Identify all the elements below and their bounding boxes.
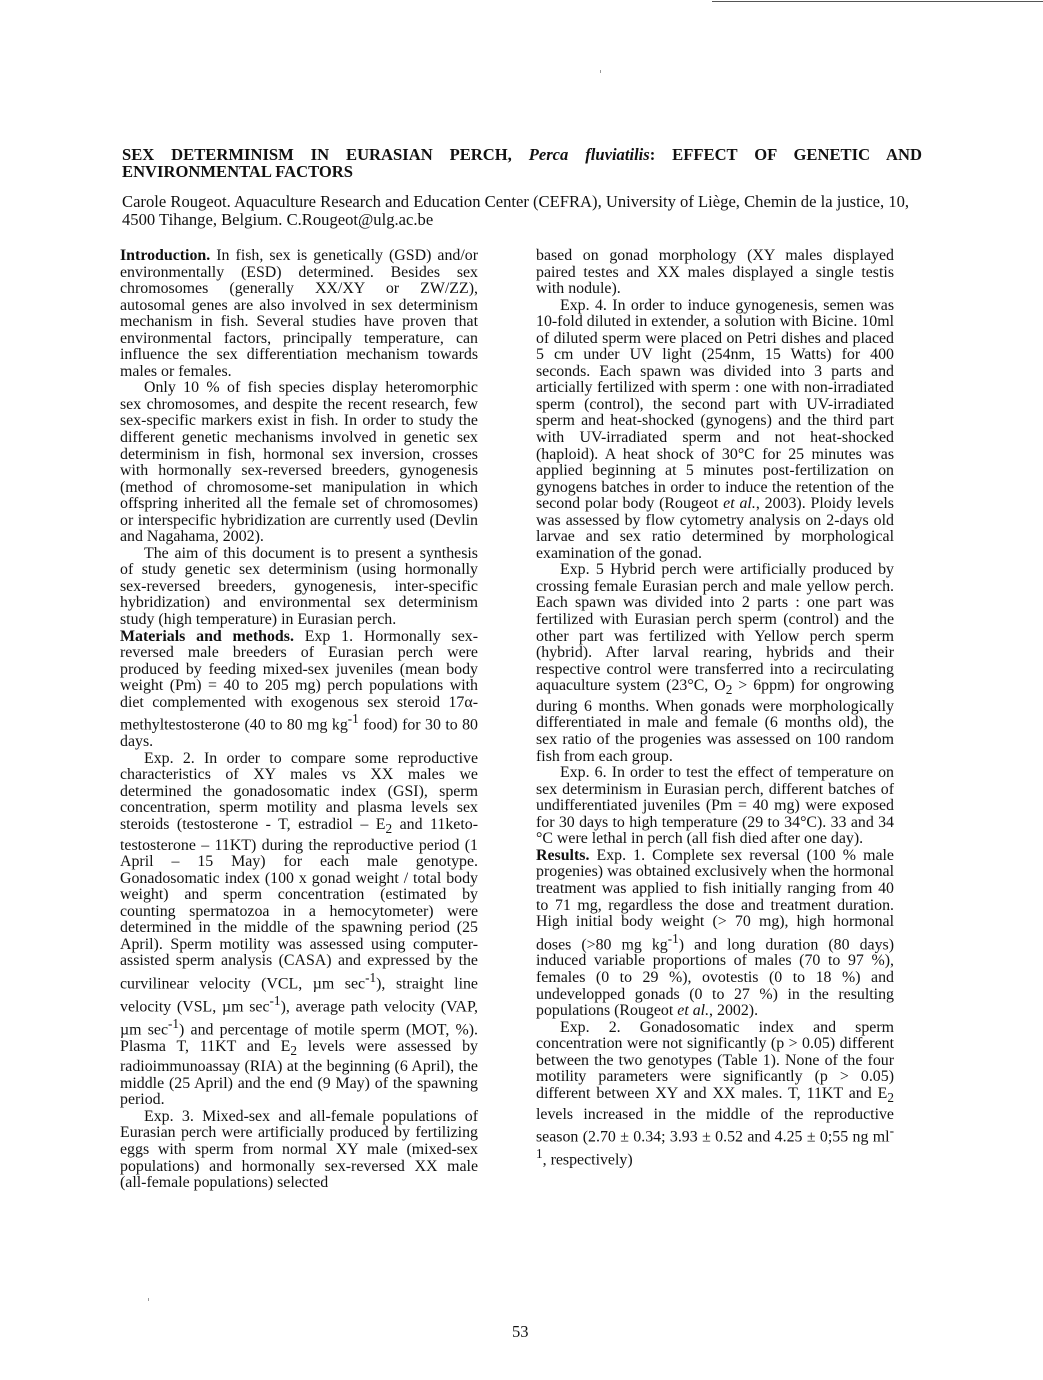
title-text: SEX DETERMINISM IN EURASIAN PERCH, [122, 145, 512, 164]
superscript: -1 [667, 930, 679, 946]
paragraph-text: ) and long duration (80 days) induced variable proportions of males (70 to 97 %), females (0 to 29 %), ovotestis (0 to 18 %) and undevelopped gonads (0 to 27 %) in the resulting populations (Rougeot [536, 935, 894, 1020]
et-al: et al. [723, 495, 756, 513]
paragraph-text: levels were assessed by radioimmunoassay (RIA) at the beginning (6 April), the middle (25 April) and the end (9 May) of the spawning period. [120, 1037, 478, 1109]
paragraph-text: ) and percentage of motile sperm (MOT, %). Plasma T, 11KT and E [120, 1020, 478, 1055]
results-exp2-paragraph [536, 1020, 894, 1169]
scan-speck [148, 1298, 149, 1301]
section-heading-introduction: Introduction. [120, 247, 211, 264]
paragraph-text: , respectively) [542, 1151, 633, 1169]
methods-exp3-paragraph: Exp. 3. Mixed-sex and all-female populations of Eurasian perch were artificially produced by fertilizing eggs with sperm from normal XY male (mixed-sex populations) and hormonally sex-reversed XX male (all-female populations) selected [120, 1107, 478, 1192]
paragraph-text: and 11keto-testosterone – 11KT) during the reproductive period (1 April – 15 May) for each male genotype. Gonadosomatic index (100 x gonad weight / total body weight) and sperm concentration (estimated by counting spermatozoa in a hemocytometer) were determined in the middle of the spawning period (25 April). Sperm motility was assessed using computer-assisted sperm analysis (CASA) and expressed by the curvilinear velocity (VCL, µm sec [120, 815, 478, 993]
scan-speck [600, 70, 601, 73]
left-column [120, 248, 478, 1192]
methods-exp5-paragraph [536, 562, 894, 765]
intro-paragraph-3: The aim of this document is to present a synthesis of study genetic sex determinism (using hormonally sex-reversed breeders, gynogenesis, inter-specific hybridization) and environmental sex determinism study (high temperature) in Eurasian perch. [120, 544, 478, 629]
paragraph-text: ), average path velocity (VAP, µm sec [120, 998, 478, 1038]
paragraph-text: , 2003). Ploidy levels was assessed by flow cytometry analysis on 2-days old larvae and sex ratio determined by morphological examination of the gonad. [536, 495, 894, 562]
results-exp1-paragraph [536, 848, 894, 1020]
superscript: -1 [365, 969, 377, 985]
paragraph-text: Exp 1. Hormonally sex-reversed male breeders of Eurasian perch were produced by feeding mixed-sex juveniles (mean body weight (Pm) = 40 to 205 mg) perch populations with diet complemented with exogenous sex steroid 17α-methyltestosterone (40 to 80 mg kg [120, 627, 478, 734]
paragraph-text: Exp. 1. Complete sex reversal (100 % male progenies) was obtained exclusively when the hormonal treatment was applied to fish initially ranging from 40 to 71 mg, regardless the dose and treatment duration. High initial body weight (> 70 mg), high hormonal doses (>80 mg kg [536, 846, 894, 953]
paper-title [122, 146, 922, 180]
section-heading-methods: Materials and methods. [120, 627, 294, 645]
paragraph-text: > 6ppm) for ongrowing during 6 months. When gonads were morphologically differentiated in male and female (6 months old), the sex ratio of the progenies was assessed on 100 random fish from each group. [536, 677, 894, 765]
methods-exp1-paragraph [120, 629, 478, 751]
paragraph-text: ), straight line velocity (VSL, µm sec [120, 975, 478, 1016]
et-al: et al. [677, 1002, 710, 1020]
page-number: 53 [512, 1322, 529, 1341]
section-heading-results: Results. [536, 846, 590, 864]
paragraph-text: Exp. 4. In order to induce gynogenesis, semen was 10-fold diluted in extender, a solution with Bicine. 10ml of diluted sperm were placed on Petri dishes and placed 5 cm under UV light (254nm, 15 Watts) for 400 seconds. Each spawn was divided into 3 parts and articially fertilized with sperm : one with non-irradiated sperm (control), the second part with UV-irradiated sperm and heat-shocked (gynogens) and the third part with UV-irradiated sperm and not heat-shocked (haploid). A heat shock of 30°C for 25 minutes was applied beginning at 5 minutes post-fertilization on gynogens batches in order to induce the retention of the second polar body (Rougeot [536, 296, 894, 513]
author-affiliation: Aquaculture Research and Education Center (CEFRA), University of Liège, Chemin de la justice, 10, 4500 Tihange, Belgium. C.Rougeot@ulg.ac.be [122, 192, 910, 229]
subscript: 2 [290, 1042, 297, 1058]
continued-paragraph: based on gonad morphology (XY males displayed paired testes and XX males displayed a single testis with nodule). [536, 247, 894, 298]
methods-exp4-paragraph [536, 298, 894, 563]
superscript: -1 [269, 992, 281, 1008]
subscript: 2 [725, 682, 733, 698]
subscript: 2 [385, 821, 393, 837]
superscript: -1 [347, 711, 359, 727]
paragraph-text: In fish, sex is genetically (GSD) and/or environmentally (ESD) determined. Besides sex chromosomes (generally XX/XY or ZW/ZZ), autosomal genes are also involved in sex determinism mechanism in fish. Several studies have proven that environmental factors, principally temperature, can influence the sex differentiation mechanism towards males or females. [120, 247, 478, 380]
paragraph-text: , 2002). [709, 1002, 759, 1020]
top-edge-line [712, 1, 1043, 2]
superscript: -1 [536, 1123, 894, 1161]
title-text-end: : EFFECT OF GENETIC AND ENVIRONMENTAL FACTORS [122, 145, 922, 181]
paragraph-text: food) for 30 to 80 days. [120, 716, 478, 751]
species-name: Perca fluviatilis [528, 145, 650, 164]
author-name: Carole Rougeot. [122, 192, 231, 211]
paragraph-text: Exp. 2. In order to compare some reproductive characteristics of XY males vs XX males we determined the gonadosomatic index (GSI), sperm concentration, sperm motility and plasma levels sex steroids (testosterone - T, estradiol – E [120, 749, 478, 833]
author-block [122, 193, 930, 228]
right-column [536, 248, 894, 1169]
paragraph-text: Exp. 5 Hybrid perch were artificially produced by crossing female Eurasian perch and male yellow perch. Each spawn was divided into 2 parts : one part was fertilized with Eurasian perch sperm (control) and the other part was fertilized with Yellow perch sperm (hybrid). After larval rearing, hybrids and their respective control were transferred into a recirculating aquaculture system (23°C, O [536, 561, 894, 695]
intro-paragraph-1 [120, 248, 478, 380]
methods-exp2-paragraph [120, 751, 478, 1109]
superscript: -1 [168, 1015, 180, 1031]
intro-paragraph-2: Only 10 % of fish species display heteromorphic sex chromosomes, and despite the recent research, few sex-specific markers exist in fish. In order to study the different genetic mechanisms involved in genetic sex determinism in fish, hormonal sex inversion, crosses with hormonally sex-reversed breeders, gynogenesis (method of chromosome-set manipulation in which offspring inherited all the female set of chromosomes) or interspecific hybridization are currently used (Devlin and Nagahama, 2002). [120, 379, 478, 546]
methods-exp6-paragraph: Exp. 6. In order to test the effect of temperature on sex determinism in Eurasian perch, different batches of undifferentiated juveniles (Pm = 40 mg) were exposed for 30 days to high temperature (29 to 34°C). 33 and 34 °C were lethal in perch (all fish died after one day). [536, 764, 894, 848]
paragraph-text: levels increased in the middle of the reproductive season (2.70 ± 0.34; 3.93 ± 0.52 and 4.25 ± 0;55 ng ml [536, 1105, 894, 1146]
subscript: 2 [887, 1089, 894, 1105]
paragraph-text: Exp. 2. Gonadosomatic index and sperm concentration were not significantly (p > 0.05) different between the two genotypes (Table 1). None of the four motility parameters were significantly (p > 0.05) different between XY and XX males. T, 11KT and E [536, 1018, 894, 1102]
